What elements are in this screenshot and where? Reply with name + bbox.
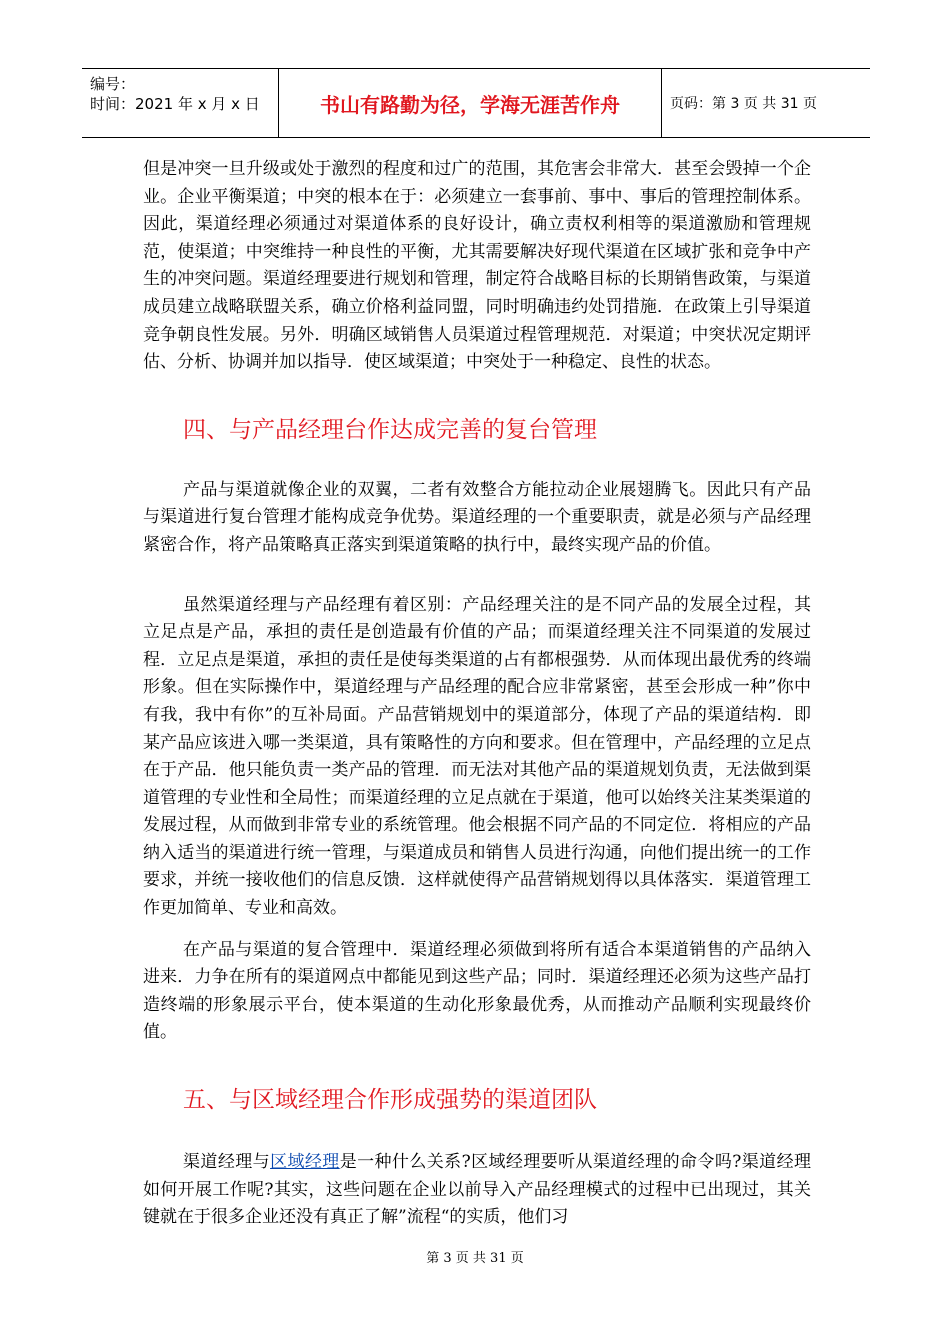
header-number-label: 编号：	[90, 75, 136, 93]
paragraph-4: 在产品与渠道的复合管理中．渠道经理必须做到将所有适合本渠道销售的产品纳入进来．力争在所有的渠道网点中都能见到这些产品；同时．渠道经理还必须为这些产品打造终端的形象展示平台，使本渠道的生动化形象最优秀，从而推动产品顺利实现最终价值。	[143, 939, 811, 1043]
paragraph-5	[143, 1149, 811, 1232]
header-motto: 书山有路勤为径，学海无涯苦作舟	[279, 69, 662, 137]
paragraph-3: 虽然渠道经理与产品经理有着区别：产品经理关注的是不同产品的发展全过程，其立足点是产品，承担的责任是创造最有价值的产品；而渠道经理关注不同渠道的发展过程．立足点是渠道，承担的责任是使每类渠道的占有都根强势．从而体现出最优秀的终端形象。但在实际操作中，渠道经理与产品经理的配合应非常紧密，甚至会形成一种”你中有我，我中有你”的互补局面。产品营销规划中的渠道部分，体现了产品的渠道结构．即某产品应该进入哪一类渠道，具有策略性的方向和要求。但在管理中，产品经理的立足点在于产品．他只能负责一类产品的管理．而无法对其他产品的渠道规划负责，无法做到渠道管理的专业性和全局性；而渠道经理的立足点就在于渠道，他可以始终关注某类渠道的发展过程，从而做到非常专业的系统管理。他会根据不同产品的不同定位．将相应的产品纳入适当的渠道进行统一管理，与渠道成员和销售人员进行沟通，向他们提出统一的工作要求，并统一接收他们的信息反馈．这样就使得产品营销规划得以具体落实．渠道管理工作更加简单、专业和高效。	[143, 594, 811, 919]
paragraph-1: 但是冲突一旦升级或处于激烈的程度和过广的范围，其危害会非常大．甚至会毁掉一个企业。企业平衡渠道；中突的根本在于：必须建立一套事前、事中、事后的管理控制体系。因此，渠道经理必须通过对渠道体系的良好设计，确立责权利相等的渠道激励和管理规范，使渠道；中突维持一种良性的平衡，尤其需要解决好现代渠道在区域扩张和竞争中产生的冲突问题。渠道经理要进行规划和管理，制定符合战略目标的长期销售政策，与渠道成员建立战略联盟关系，确立价格利益同盟，同时明确违约处罚措施．在政策上引导渠道竞争朝良性发展。另外．明确区域销售人员渠道过程管理规范．对渠道；中突状况定期评估、分析、协调并加以指导．使区域渠道；中突处于一种稳定、良性的状态。	[143, 159, 811, 373]
paragraph-2: 产品与渠道就像企业的双翼，二者有效整合方能拉动企业展翅腾飞。因此只有产品与渠道进行复台管理才能构成竞争优势。渠道经理的一个重要职责，就是必须与产品经理紧密合作，将产品策略真正落实到渠道策略的执行中，最终实现产品的价值。	[143, 479, 811, 555]
heading-section-4: 四、与产品经理台作达成完善的复台管理	[183, 416, 597, 443]
paragraph-5-rest: 是一种什么关系?区域经理要听从渠道经理的命令吗?渠道经理如何开展工作呢?其实，这些问题在企业以前导入产品经理模式的过程中已出现过，其关键就在于很多企业还没有真正了解”流程“的实质，他们习	[143, 1152, 812, 1228]
heading-section-5: 五、与区域经理合作形成强势的渠道团队	[183, 1087, 597, 1114]
paragraph-5-lead: 渠道经理与	[183, 1152, 271, 1173]
header-time-label: 时间：2021 年 x 月 x 日	[90, 95, 260, 113]
page-header	[82, 68, 870, 138]
header-meta	[82, 69, 279, 137]
document-body	[143, 156, 811, 1232]
regional-manager-link[interactable]: 区域经理	[270, 1152, 340, 1173]
header-page-info: 页码：第 3 页 共 31 页	[670, 96, 817, 112]
page-footer: 第 3 页 共 31 页	[426, 1251, 524, 1266]
